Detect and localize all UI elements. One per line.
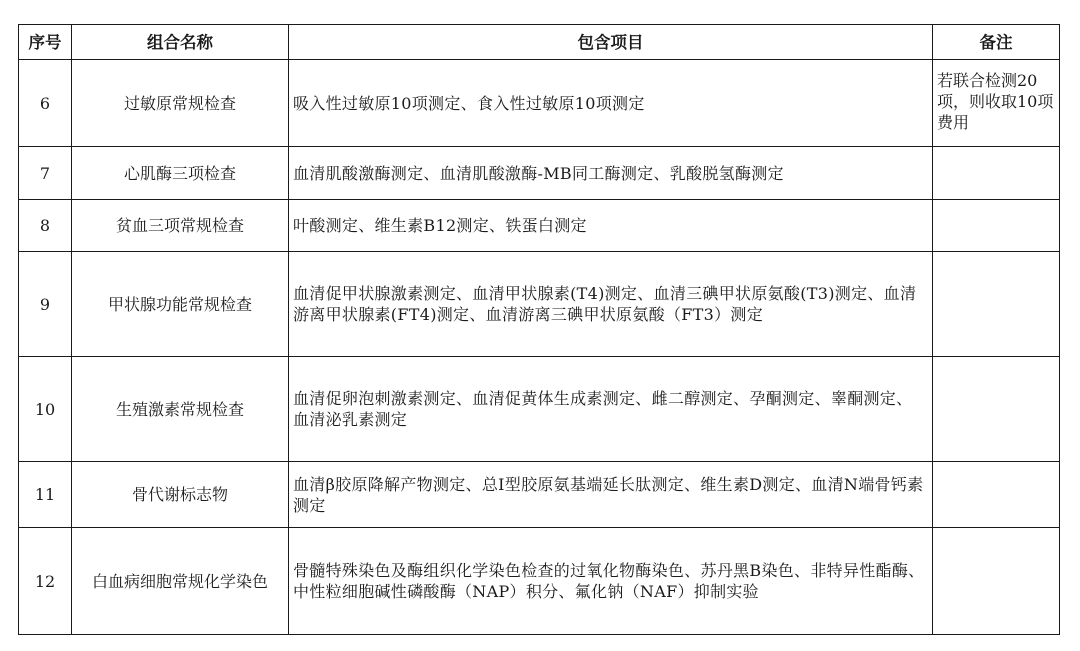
row-items: 血清促卵泡刺激素测定、血清促黄体生成素测定、雌二醇测定、孕酮测定、睾酮测定、血清泌乳素测定 [289, 357, 933, 462]
row-name: 过敏原常规检查 [72, 60, 289, 147]
row-no: 11 [19, 462, 72, 528]
row-notes [933, 462, 1060, 528]
row-items: 吸入性过敏原10项测定、食入性过敏原10项测定 [289, 60, 933, 147]
table-row [19, 200, 1060, 252]
row-notes [933, 147, 1060, 200]
header-notes: 备注 [933, 25, 1060, 60]
row-notes [933, 252, 1060, 357]
row-items: 血清β胶原降解产物测定、总Ⅰ型胶原氨基端延长肽测定、维生素D测定、血清N端骨钙素测定 [289, 462, 933, 528]
row-items: 骨髓特殊染色及酶组织化学染色检查的过氧化物酶染色、苏丹黑B染色、非特异性酯酶、中性粒细胞碱性磷酸酶（NAP）积分、氟化钠（NAF）抑制实验 [289, 528, 933, 635]
exam-package-table [18, 24, 1060, 635]
row-no: 7 [19, 147, 72, 200]
row-name: 白血病细胞常规化学染色 [72, 528, 289, 635]
header-name: 组合名称 [72, 25, 289, 60]
table-header-row [19, 25, 1060, 60]
row-no: 12 [19, 528, 72, 635]
table-row [19, 462, 1060, 528]
row-name: 甲状腺功能常规检查 [72, 252, 289, 357]
table-row [19, 357, 1060, 462]
row-name: 生殖激素常规检查 [72, 357, 289, 462]
row-items: 叶酸测定、维生素B12测定、铁蛋白测定 [289, 200, 933, 252]
row-notes [933, 528, 1060, 635]
table-row [19, 60, 1060, 147]
row-notes [933, 357, 1060, 462]
row-name: 心肌酶三项检查 [72, 147, 289, 200]
row-no: 8 [19, 200, 72, 252]
row-name: 骨代谢标志物 [72, 462, 289, 528]
header-items: 包含项目 [289, 25, 933, 60]
row-items: 血清肌酸激酶测定、血清肌酸激酶-MB同工酶测定、乳酸脱氢酶测定 [289, 147, 933, 200]
table-row [19, 147, 1060, 200]
row-items: 血清促甲状腺激素测定、血清甲状腺素(T4)测定、血清三碘甲状原氨酸(T3)测定、血清游离甲状腺素(FT4)测定、血清游离三碘甲状原氨酸（FT3）测定 [289, 252, 933, 357]
row-notes: 若联合检测20项，则收取10项费用 [933, 60, 1060, 147]
header-no: 序号 [19, 25, 72, 60]
row-name: 贫血三项常规检查 [72, 200, 289, 252]
row-no: 9 [19, 252, 72, 357]
table-row [19, 252, 1060, 357]
row-no: 6 [19, 60, 72, 147]
table-row [19, 528, 1060, 635]
row-no: 10 [19, 357, 72, 462]
row-notes [933, 200, 1060, 252]
